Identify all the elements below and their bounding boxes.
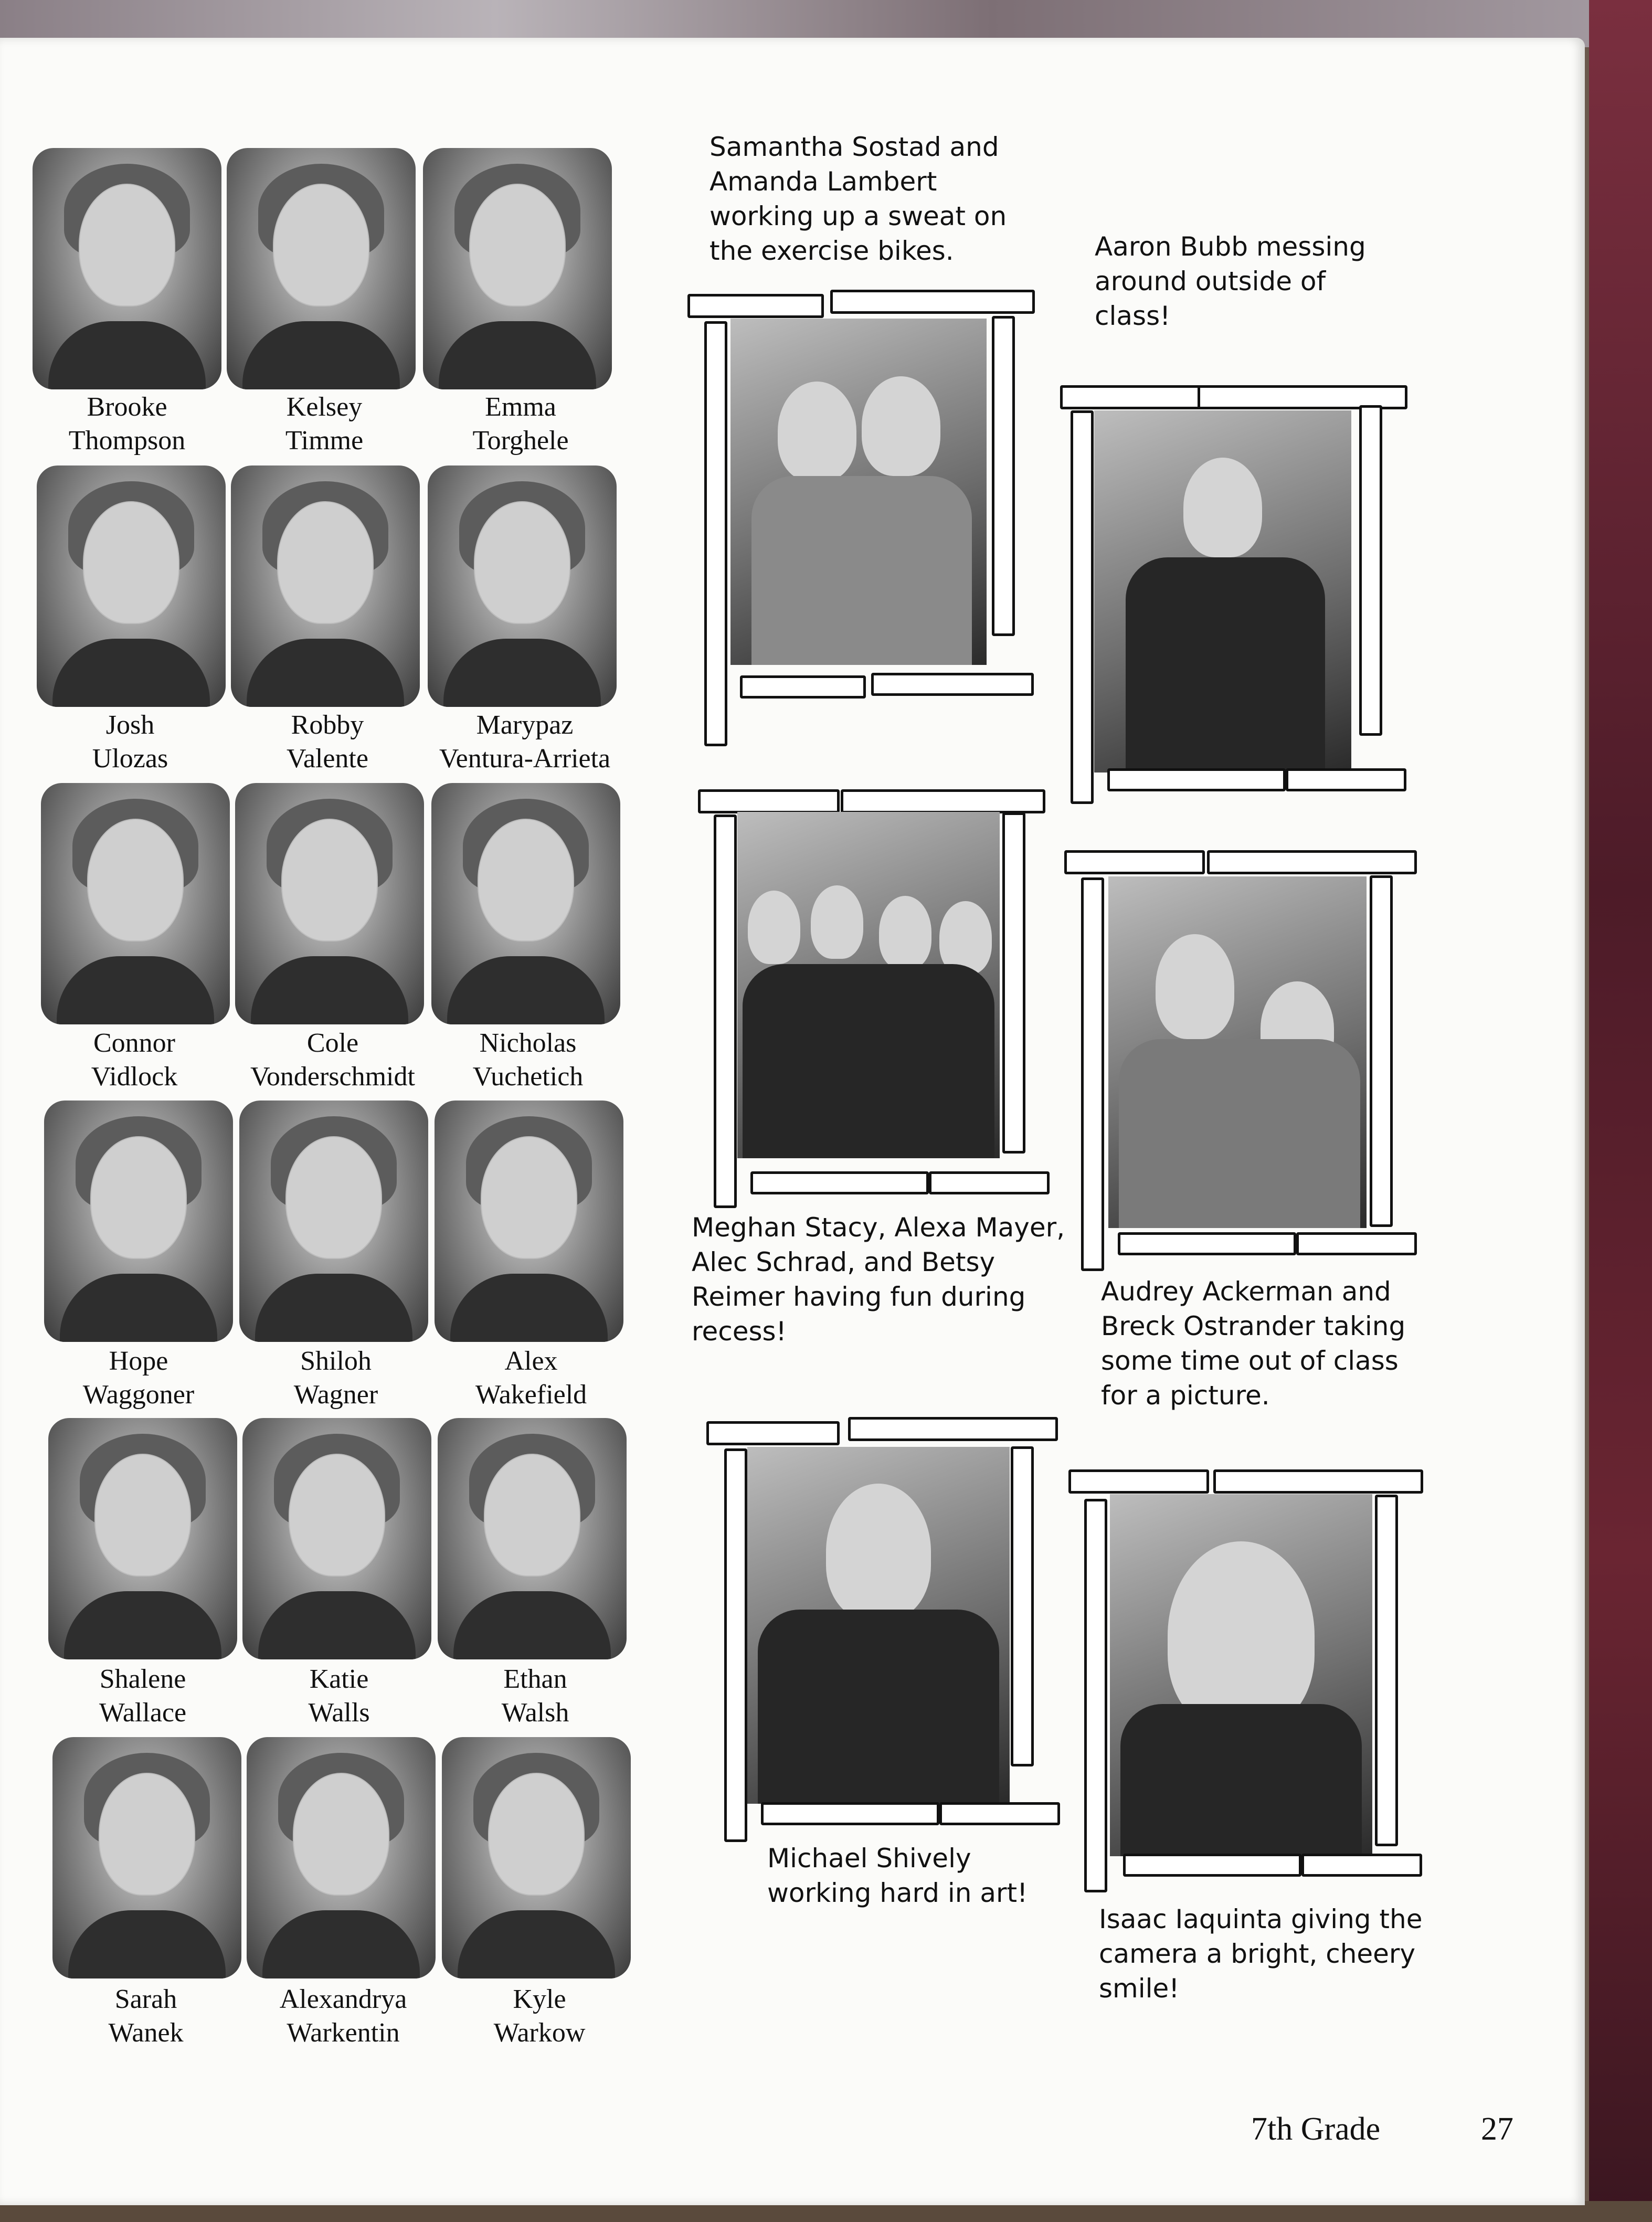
photo-caption: Meghan Stacy, Alexa Mayer, Alec Schrad, and Betsy Reimer having fun during recess!: [692, 1212, 1065, 1347]
portrait-photo: [235, 783, 424, 1024]
portrait-photo: [423, 148, 612, 389]
portrait-photo: [242, 1418, 431, 1659]
student-name: Katie Walls: [308, 1664, 370, 1728]
portrait-photo: [435, 1101, 623, 1342]
portrait-photo: [239, 1101, 428, 1342]
student-name: Cole Vonderschmidt: [250, 1028, 415, 1092]
student-name: Shiloh Wagner: [293, 1346, 378, 1410]
portrait-photo: [44, 1101, 233, 1342]
photo-caption: Isaac Iaquinta giving the camera a bright, cheery smile!: [1099, 1904, 1423, 2004]
photo-caption: Aaron Bubb messing around outside of class!: [1095, 231, 1366, 331]
portrait-photo: [247, 1737, 436, 1978]
student-name: Brooke Thompson: [68, 392, 186, 456]
student-name: Nicholas Vuchetich: [472, 1028, 584, 1092]
portrait-photo: [442, 1737, 631, 1978]
student-name: Kelsey Timme: [285, 392, 364, 456]
yearbook-page: [0, 38, 1585, 2205]
portrait-photo: [41, 783, 230, 1024]
student-name: Connor Vidlock: [91, 1028, 178, 1092]
portrait-photo: [227, 148, 416, 389]
portrait-photo: [231, 465, 420, 707]
photo-caption: Michael Shively working hard in art!: [767, 1843, 1028, 1908]
student-name: Hope Waggoner: [82, 1346, 195, 1410]
photo-caption: Audrey Ackerman and Breck Ostrander taking some time out of class for a picture.: [1101, 1276, 1406, 1411]
candid-photo: [1110, 1494, 1372, 1856]
candid-photo: [747, 1447, 1010, 1804]
student-name: Robby Valente: [287, 710, 368, 774]
portrait-photo: [37, 465, 226, 707]
student-name: Kyle Warkow: [493, 1984, 586, 2048]
student-name: Emma Torghele: [472, 392, 569, 456]
portrait-photo: [438, 1418, 627, 1659]
student-name: Shalene Wallace: [99, 1664, 187, 1728]
student-name: Sarah Wanek: [108, 1984, 184, 2048]
book-binding-edge: [1589, 0, 1652, 2222]
photo-caption: Samantha Sostad and Amanda Lambert working up a sweat on the exercise bikes.: [709, 132, 1007, 266]
student-name: Marypaz Ventura-Arrieta: [439, 710, 611, 774]
student-name: Alex Wakefield: [475, 1346, 587, 1410]
portrait-photo: [48, 1418, 237, 1659]
student-name: Josh Ulozas: [92, 710, 168, 774]
candid-photo: [1108, 876, 1367, 1228]
page-number: 27: [1481, 2111, 1513, 2147]
portrait-photo: [52, 1737, 241, 1978]
section-label: 7th Grade: [1251, 2111, 1381, 2147]
candid-photo: [1094, 410, 1351, 773]
candid-photo: [737, 812, 1000, 1158]
portrait-photo: [33, 148, 221, 389]
portrait-photo: [431, 783, 620, 1024]
student-name: Alexandrya Warkentin: [279, 1984, 407, 2048]
student-name: Ethan Walsh: [501, 1664, 569, 1728]
candid-photo: [730, 319, 987, 665]
portrait-photo: [428, 465, 617, 707]
